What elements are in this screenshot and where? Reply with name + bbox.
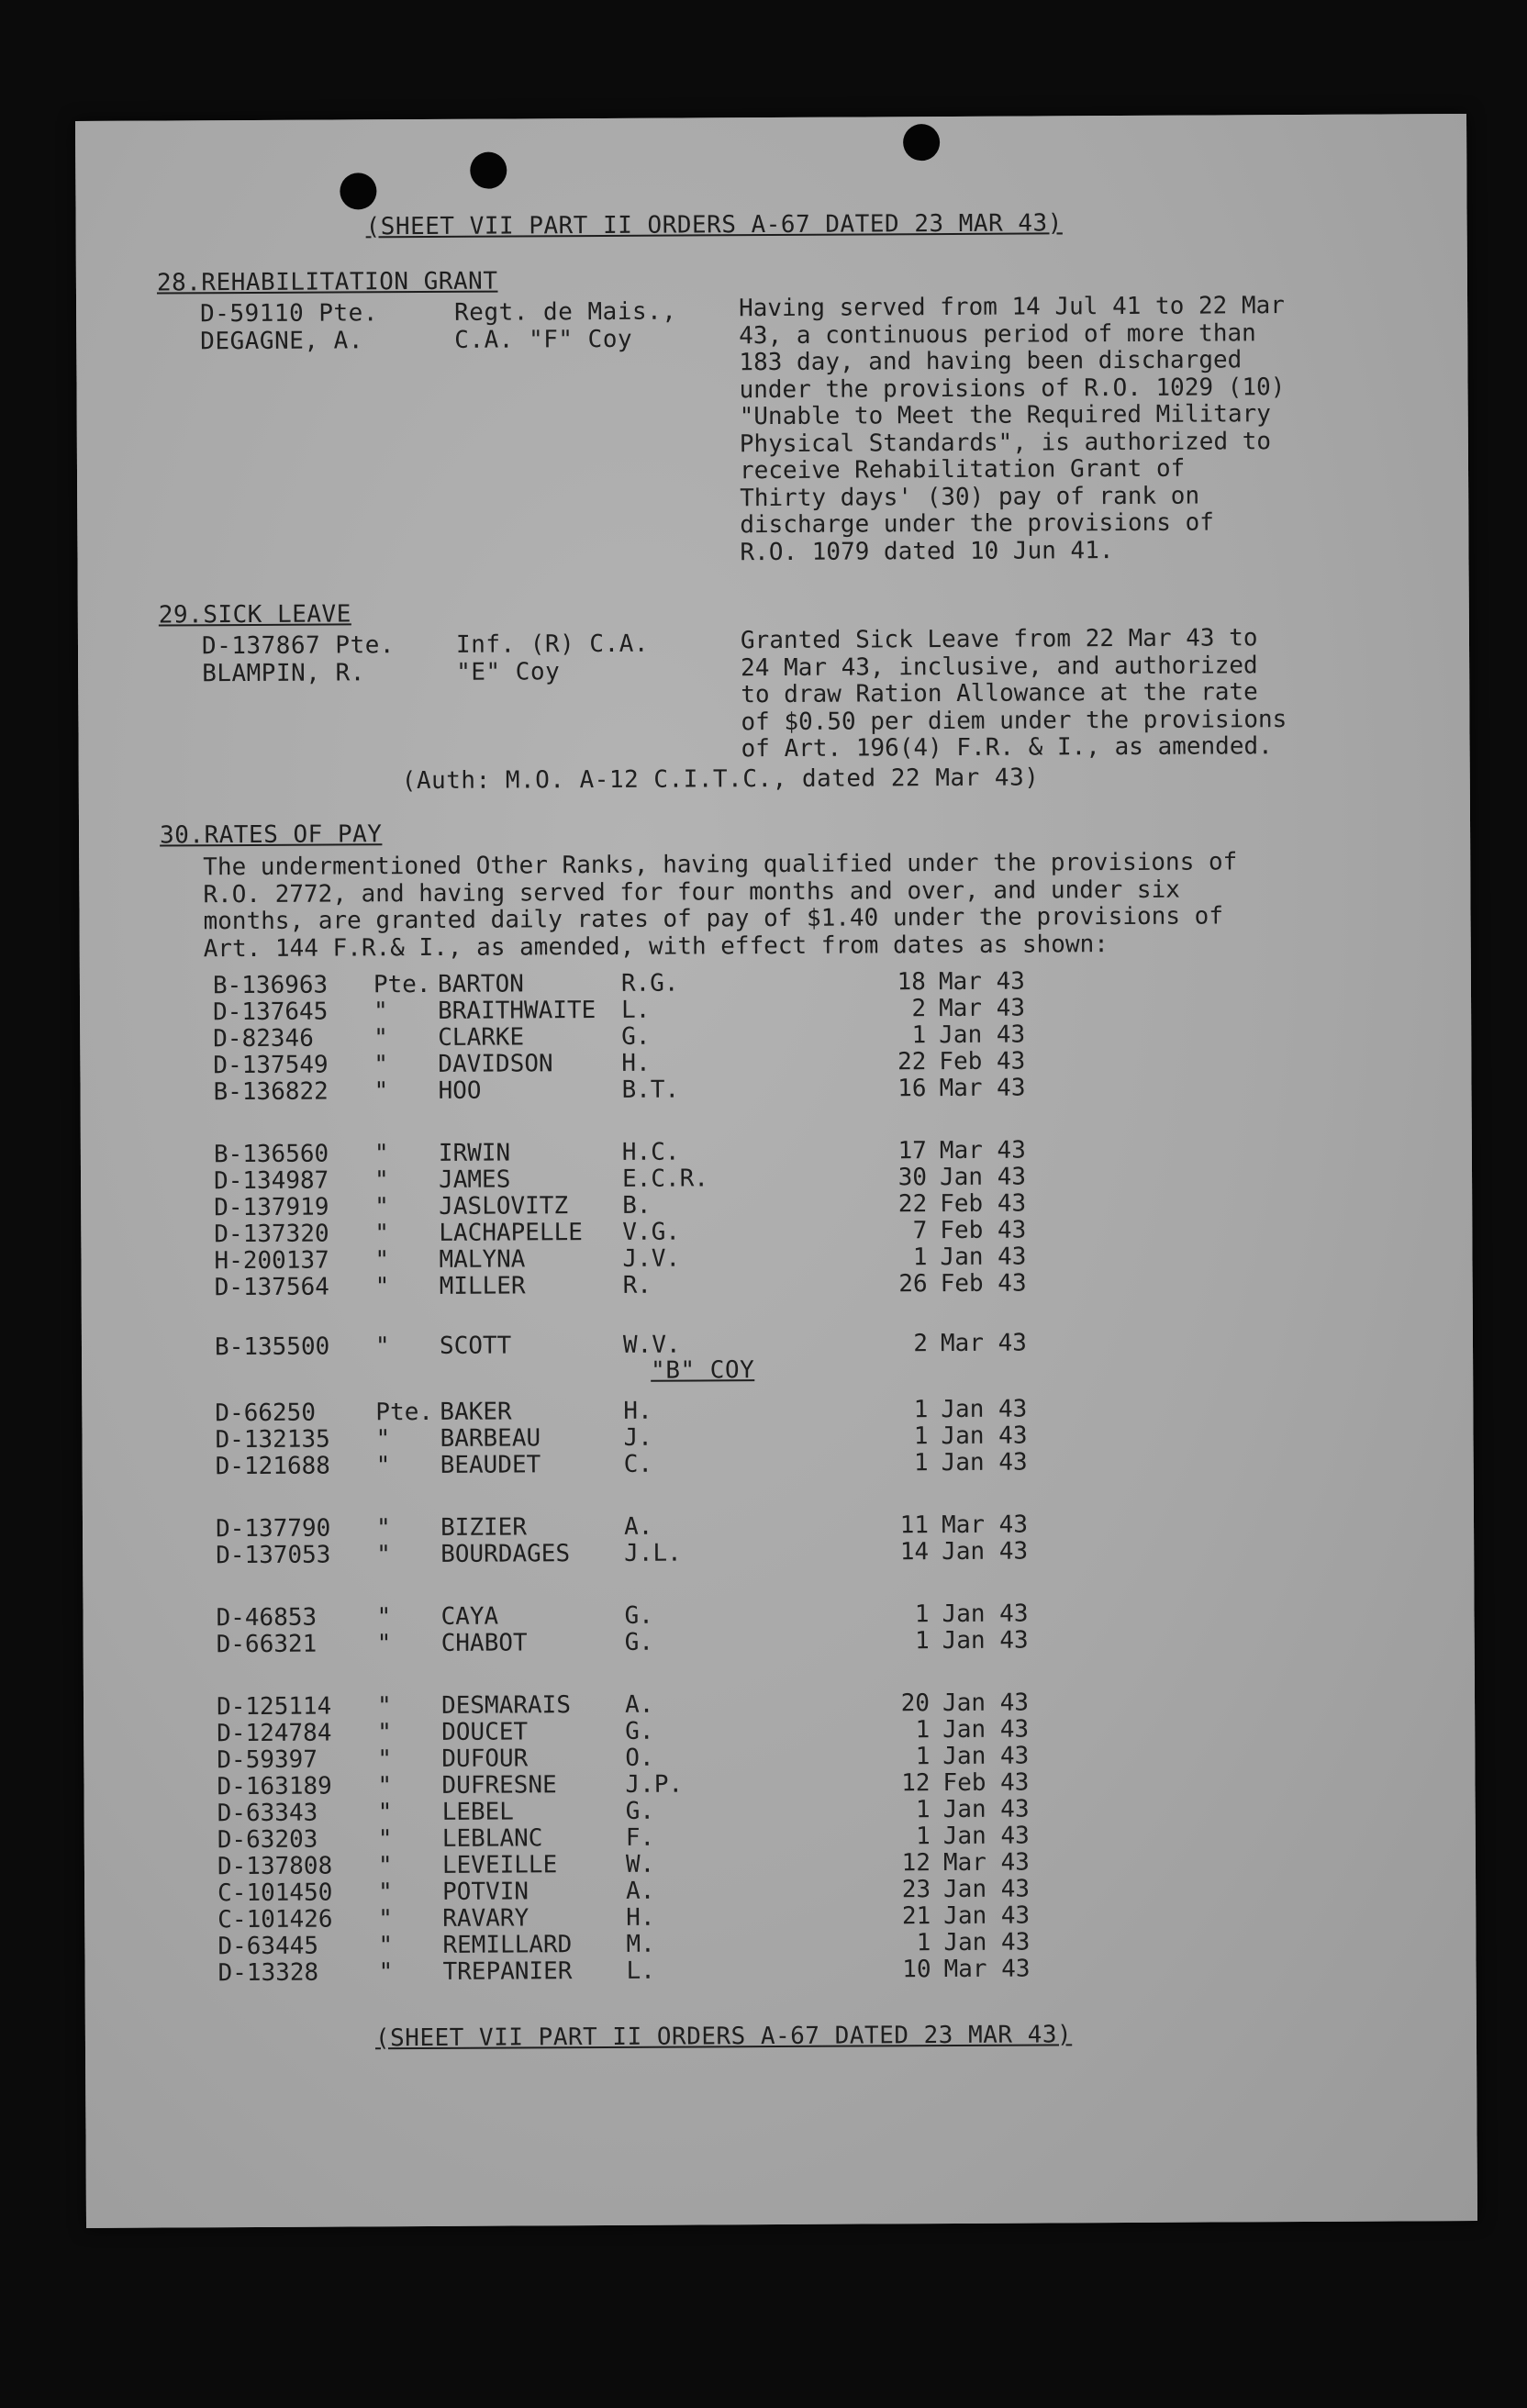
section-29-title: 29.SICK LEAVE [158, 600, 351, 630]
rank: " [376, 1603, 392, 1632]
service-number: D-124784 [217, 1719, 332, 1748]
punch-hole [340, 173, 376, 209]
effective-month-year: Mar 43 [939, 1136, 1026, 1165]
service-number: D-137790 [215, 1514, 331, 1544]
effective-day: 1 [913, 1396, 929, 1424]
service-number: B-136822 [213, 1077, 329, 1107]
service-number: D-132135 [215, 1425, 330, 1455]
effective-day: 23 [901, 1876, 931, 1904]
initials: B.T. [621, 1076, 680, 1104]
service-number: D-137564 [214, 1273, 329, 1302]
surname: DUFOUR [441, 1745, 529, 1773]
initials: G. [624, 1628, 654, 1656]
service-number: D-137919 [214, 1193, 329, 1222]
rank: " [378, 1905, 393, 1934]
effective-month-year: Jan 43 [943, 1901, 1031, 1931]
effective-month-year: Jan 43 [939, 1163, 1027, 1192]
surname: DAVIDSON [438, 1050, 553, 1078]
service-number: D-121688 [215, 1452, 330, 1481]
effective-day: 7 [912, 1217, 928, 1245]
rank: " [377, 1799, 393, 1827]
surname: CAYA [440, 1602, 499, 1631]
section-29-service-number: D-137867 Pte. [201, 631, 396, 661]
initials: H. [626, 1903, 655, 1932]
initials: J. [623, 1423, 652, 1452]
surname: POTVIN [442, 1878, 529, 1906]
rank: " [378, 1932, 394, 1960]
rank: " [373, 1024, 388, 1053]
surname: RAVARY [442, 1904, 529, 1933]
service-number: D-134987 [213, 1166, 329, 1196]
effective-month-year: Jan 43 [941, 1448, 1028, 1477]
service-number: D-66250 [215, 1399, 317, 1428]
surname: BOURDAGES [440, 1540, 571, 1568]
coy-subheading: "B" COY [651, 1356, 755, 1385]
effective-month-year: Jan 43 [943, 1928, 1031, 1957]
effective-month-year: Feb 43 [942, 1768, 1030, 1798]
effective-day: 1 [914, 1627, 930, 1656]
effective-day: 1 [912, 1243, 928, 1272]
rank: " [378, 1878, 393, 1907]
surname: CHABOT [440, 1629, 528, 1657]
surname: CLARKE [438, 1023, 525, 1052]
initials: W.V. [622, 1331, 681, 1359]
effective-month-year: Mar 43 [942, 1848, 1030, 1878]
effective-month-year: Jan 43 [941, 1395, 1028, 1424]
effective-month-year: Mar 43 [938, 994, 1026, 1023]
service-number: D-82346 [213, 1024, 314, 1054]
service-number: D-163189 [217, 1772, 332, 1801]
section-29-authority: (Auth: M.O. A-12 C.I.T.C., dated 22 Mar 43) [401, 764, 1040, 796]
surname: LEBLANC [441, 1824, 543, 1853]
section-30-title: 30.RATES OF PAY [159, 820, 383, 850]
initials: A. [623, 1512, 653, 1541]
service-number: D-137808 [217, 1852, 333, 1881]
service-number: D-13328 [217, 1958, 319, 1988]
effective-day: 1 [913, 1422, 929, 1451]
section-28-title: 28.REHABILITATION GRANT [156, 267, 498, 297]
service-number: D-137053 [216, 1541, 331, 1570]
rank: " [373, 1051, 389, 1079]
initials: B. [622, 1191, 652, 1220]
service-number: D-137320 [214, 1220, 329, 1249]
initials: H. [621, 1049, 651, 1077]
rank: " [377, 1825, 393, 1854]
initials: V.G. [622, 1218, 681, 1246]
effective-month-year: Feb 43 [940, 1189, 1027, 1219]
surname: MALYNA [439, 1245, 526, 1274]
effective-day: 21 [901, 1902, 931, 1931]
service-number: D-137549 [213, 1051, 329, 1080]
surname: DOUCET [441, 1718, 529, 1746]
initials: H.C. [621, 1138, 680, 1166]
effective-day: 18 [897, 968, 927, 997]
initials: M. [626, 1930, 655, 1958]
initials: J.P. [625, 1770, 684, 1799]
effective-day: 26 [898, 1270, 928, 1299]
rank: " [377, 1719, 392, 1747]
effective-day: 17 [897, 1137, 927, 1165]
section-29-text: Granted Sick Leave from 22 Mar 43 to 24 Mar 43, inclusive, and authorized to draw Ration Allowance at the rate of $0.50 per diem under the provisions of Art. 196(4) F.R. & I., as amended. [740, 624, 1287, 764]
effective-day: 30 [897, 1164, 928, 1192]
section-29-unit: Inf. (R) C.A. [455, 630, 650, 659]
initials: W. [625, 1850, 655, 1878]
service-number: B-135500 [214, 1332, 330, 1362]
rank: " [374, 1273, 390, 1301]
effective-day: 22 [897, 1048, 927, 1076]
rank: " [374, 1332, 390, 1361]
section-28-company: C.A. "F" Coy [454, 325, 633, 354]
effective-day: 16 [897, 1075, 927, 1103]
section-29-company: "E" Coy [456, 658, 561, 686]
surname: DESMARAIS [440, 1691, 572, 1720]
effective-day: 1 [916, 1823, 931, 1851]
sheet-header: (SHEET VII PART II ORDERS A-67 DATED 23 MAR 43) [365, 209, 1063, 241]
effective-day: 1 [913, 1449, 929, 1477]
effective-month-year: Jan 43 [942, 1795, 1030, 1824]
service-number: D-66321 [216, 1630, 318, 1659]
section-28-name: DEGAGNE, A. [200, 327, 364, 356]
section-28-service-number: D-59110 Pte. [200, 299, 379, 329]
effective-day: 11 [899, 1511, 930, 1540]
section-29-name: BLAMPIN, R. [202, 659, 365, 688]
service-number: B-136560 [213, 1140, 329, 1169]
service-number: D-46853 [216, 1603, 318, 1633]
surname: HOO [438, 1076, 482, 1105]
rank: Pte. [373, 970, 431, 999]
effective-month-year: Mar 43 [940, 1329, 1027, 1358]
rank: " [376, 1692, 392, 1721]
effective-month-year: Jan 43 [942, 1626, 1029, 1656]
rank: " [377, 1772, 393, 1800]
initials: L. [626, 1956, 655, 1985]
effective-month-year: Mar 43 [938, 967, 1025, 997]
rank: Pte. [375, 1398, 434, 1427]
effective-month-year: Jan 43 [942, 1689, 1030, 1718]
surname: LEVEILLE [441, 1851, 558, 1879]
service-number: C-101426 [217, 1905, 333, 1934]
surname: DUFRESNE [441, 1771, 557, 1800]
initials: O. [625, 1744, 654, 1772]
service-number: C-101450 [217, 1878, 333, 1908]
rank: " [377, 1852, 393, 1880]
surname: BAKER [440, 1398, 512, 1426]
service-number: D-63203 [217, 1825, 318, 1855]
effective-day: 22 [897, 1190, 928, 1219]
initials: R. [622, 1271, 652, 1299]
rank: " [373, 1140, 389, 1168]
effective-month-year: Feb 43 [940, 1216, 1027, 1245]
roster-row [82, 1327, 1473, 1362]
effective-month-year: Mar 43 [943, 1955, 1031, 1984]
service-number: D-125114 [216, 1692, 332, 1722]
effective-month-year: Mar 43 [941, 1511, 1029, 1540]
sheet-footer: (SHEET VII PART II ORDERS A-67 DATED 23 MAR 43) [374, 2021, 1073, 2053]
surname: BIZIER [440, 1513, 528, 1542]
initials: E.C.R. [621, 1165, 709, 1193]
surname: TREPANIER [442, 1957, 573, 1986]
service-number: D-63343 [217, 1799, 318, 1828]
effective-day: 1 [915, 1743, 931, 1771]
surname: LEBEL [441, 1798, 515, 1826]
initials: G. [621, 1022, 651, 1051]
service-number: D-63445 [217, 1932, 319, 1961]
rank: " [377, 1745, 393, 1774]
initials: A. [624, 1690, 654, 1719]
rank: " [374, 1246, 390, 1275]
effective-month-year: Jan 43 [942, 1715, 1030, 1745]
rank: " [374, 1193, 389, 1221]
effective-day: 1 [914, 1600, 930, 1629]
service-number: H-200137 [214, 1246, 329, 1276]
effective-day: 12 [901, 1769, 931, 1798]
initials: H. [623, 1397, 652, 1425]
effective-day: 1 [916, 1929, 931, 1957]
section-28-text: Having served from 14 Jul 41 to 22 Mar 43, a continuous period of more than 183 day, and having been discharged under the provisions of R.O. 1029 (10) "Unable to Meet the Required Military Physical Standards", is authorized to receive Rehabilitation Grant of Thirty days' (30) pay of rank on discharge under the provisions of R.O. 1079 dated 10 Jun 41. [739, 292, 1286, 566]
surname: BARTON [437, 970, 524, 998]
document-page [75, 114, 1477, 2228]
rank: " [376, 1541, 391, 1569]
effective-month-year: Jan 43 [942, 1537, 1029, 1566]
surname: JASLOVITZ [439, 1192, 569, 1221]
initials: G. [625, 1797, 655, 1825]
rank: " [373, 1077, 389, 1106]
service-number: D-137645 [213, 998, 329, 1027]
rank: " [374, 1220, 390, 1248]
surname: MILLER [439, 1272, 526, 1300]
initials: F. [625, 1823, 655, 1852]
effective-day: 10 [902, 1956, 931, 1984]
rank: " [375, 1514, 391, 1543]
initials: L. [621, 996, 651, 1024]
rank: " [373, 998, 388, 1026]
surname: REMILLARD [442, 1931, 573, 1959]
effective-month-year: Jan 43 [941, 1421, 1028, 1451]
effective-day: 12 [901, 1849, 931, 1878]
effective-month-year: Jan 43 [940, 1243, 1027, 1272]
rank: " [375, 1425, 391, 1454]
punch-hole [903, 124, 940, 161]
rank: " [375, 1452, 391, 1480]
section-28-unit: Regt. de Mais., [454, 297, 677, 327]
rank: " [378, 1958, 394, 1987]
effective-month-year: Feb 43 [939, 1047, 1026, 1076]
effective-day: 1 [915, 1796, 931, 1824]
initials: C. [623, 1450, 653, 1478]
initials: R.G. [620, 969, 679, 998]
effective-month-year: Jan 43 [942, 1822, 1030, 1851]
service-number: D-59397 [217, 1745, 318, 1775]
effective-day: 14 [899, 1538, 930, 1566]
effective-day: 2 [911, 995, 927, 1023]
effective-month-year: Feb 43 [940, 1269, 1027, 1299]
surname: IRWIN [438, 1139, 511, 1167]
surname: JAMES [438, 1165, 511, 1194]
punch-hole [470, 152, 507, 189]
section-30-text: The undermentioned Other Ranks, having qualified under the provisions of R.O. 2772, and having served for four months and over, and under six months, are granted daily rates of pay of $1.40 under the provisions of Art. 144 F.R.& I., as amended, with effect from dates as shown: [203, 848, 1238, 963]
surname: LACHAPELLE [439, 1219, 583, 1247]
effective-month-year: Jan 43 [939, 1020, 1026, 1050]
service-number: B-136963 [212, 971, 329, 1000]
surname: SCOTT [439, 1332, 512, 1360]
initials: J.V. [622, 1244, 681, 1273]
effective-month-year: Jan 43 [942, 1600, 1029, 1629]
initials: G. [625, 1717, 654, 1745]
effective-month-year: Jan 43 [943, 1875, 1031, 1904]
surname: BRAITHWAITE [438, 997, 596, 1025]
rank: " [376, 1630, 392, 1658]
initials: J.L. [624, 1539, 682, 1567]
initials: G. [624, 1601, 653, 1630]
effective-month-year: Mar 43 [939, 1074, 1026, 1103]
effective-day: 1 [911, 1021, 927, 1050]
effective-day: 2 [913, 1330, 929, 1358]
effective-day: 1 [915, 1716, 931, 1745]
effective-day: 20 [900, 1689, 931, 1718]
rank: " [373, 1166, 389, 1195]
surname: BARBEAU [440, 1424, 541, 1453]
surname: BEAUDET [440, 1451, 541, 1479]
initials: A. [626, 1877, 655, 1905]
effective-month-year: Jan 43 [942, 1742, 1030, 1771]
